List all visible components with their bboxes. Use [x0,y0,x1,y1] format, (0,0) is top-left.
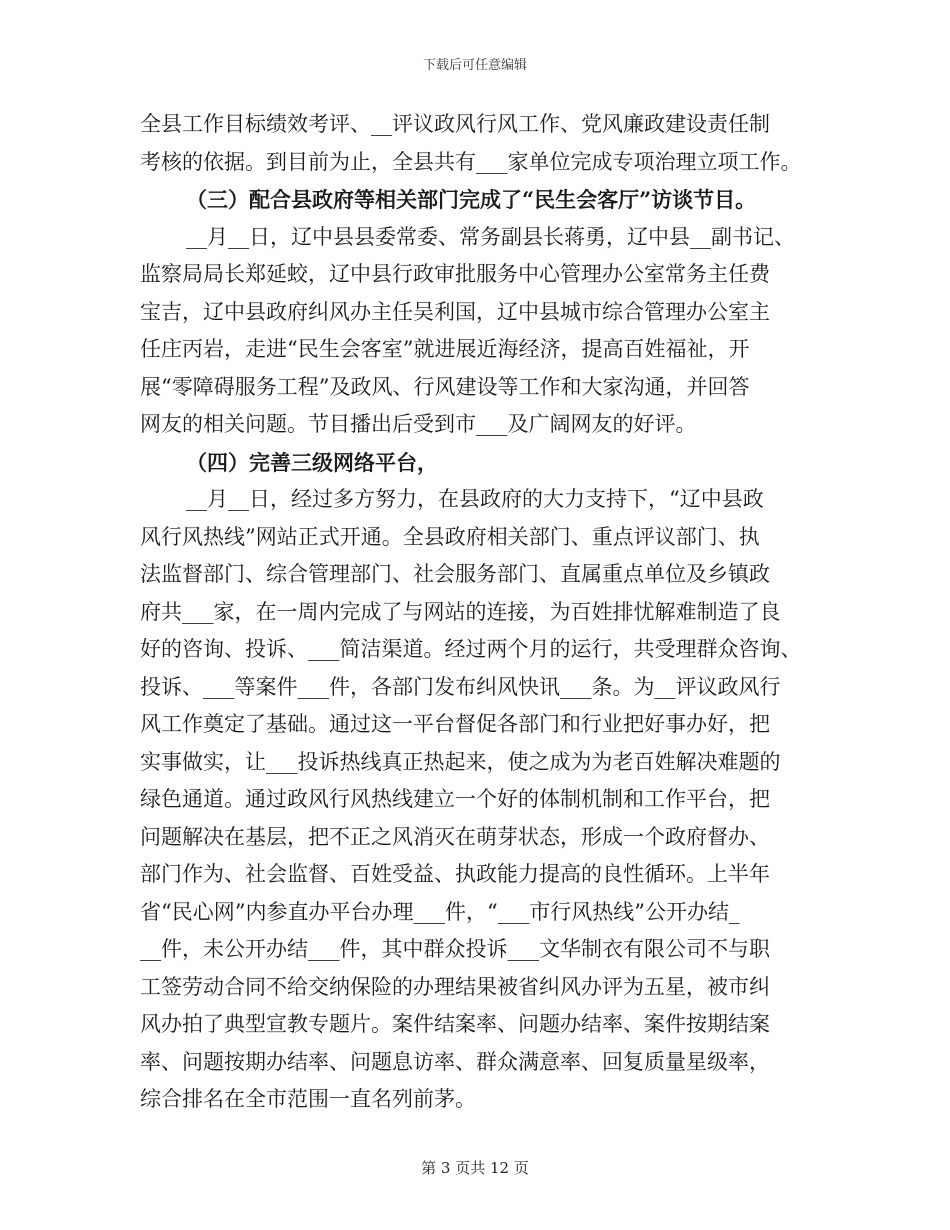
text-line: 展“零障碍服务工程”及政风、行风建设等工作和大家沟通，并回答 [140,374,750,399]
text-line: 实事做实，让___投诉热线真正热起来，使之成为为老百姓解决难题的 [140,749,781,774]
text-line: 监察局局长郑延蛟，辽中县行政审批服务中心管理办公室常务主任费 [140,262,770,286]
text-line: 风行风热线”网站正式开通。全县政府相关部门、重点评议部门、执 [140,524,760,549]
text-line: 宝吉，辽中县政府纠风办主任吴利国，辽中县城市综合管理办公室主 [140,299,770,324]
section-heading: （三）配合县政府等相关部门完成了“民生会客厅”访谈节目。 [186,187,757,212]
text-line: __月__日，辽中县县委常委、常务副县长蒋勇，辽中县__副书记、 [186,224,795,249]
text-line: 投诉、___等案件___件，各部门发布纠风快讯___条。为__评议政风行 [140,674,781,699]
text-line: 任庄丙岩，走进“民生会客室”就进展近海经济，提高百姓福祉，开 [140,337,750,361]
text-line: 好的咨询、投诉、___简洁渠道。经过两个月的运行，共受理群众咨询、 [140,637,802,661]
document-body [140,106,830,1119]
text-line: 府共___家，在一周内完成了与网站的连接，为百姓排忧解难制造了良 [140,599,781,624]
page-footer: 第 3 页共 12 页 [421,1159,529,1177]
text-line: 工签劳动合同不给交纳保险的办理结果被省纠风办评为五星，被市纠 [140,974,770,999]
text-line: 综合排名在全市范围一直名列前茅。 [140,1087,476,1111]
text-line: __件，未公开办结___件，其中群众投诉___文华制衣有限公司不与职 [140,937,770,961]
text-line: 率、问题按期办结率、问题息访率、群众满意率、回复质量星级率， [140,1049,770,1074]
text-line: 网友的相关问题。节目播出后受到市___及广阔网友的好评。 [140,412,697,436]
page-header: 下载后可任意编辑 [422,58,527,73]
text-line: 法监督部门、综合管理部门、社会服务部门、直属重点单位及乡镇政 [140,562,770,586]
text-line: __月__日，经过多方努力，在县政府的大力支持下，“辽中县政 [186,487,764,511]
text-line: 全县工作目标绩效考评、__评议政风行风工作、党风廉政建设责任制 [140,112,770,136]
text-line: 问题解决在基层，把不正之风消灭在萌芽状态，形成一个政府督办、 [140,824,770,849]
text-line: 考核的依据。到目前为止，全县共有___家单位完成专项治理立项工作。 [140,149,802,174]
text-line: 省“民心网”内参直办平台办理___件，“___市行风热线”公开办结_ [140,899,740,924]
text-line: 风办拍了典型宣教专题片。案件结案率、问题办结率、案件按期结案 [140,1012,770,1036]
text-line: 风工作奠定了基础。通过这一平台督促各部门和行业把好事办好，把 [140,712,770,736]
text-line: 部门作为、社会监督、百姓受益、执政能力提高的良性循环。上半年 [140,862,770,886]
text-line: 绿色通道。通过政风行风热线建立一个好的体制机制和工作平台，把 [140,787,770,811]
section-heading: （四）完善三级网络平台， [186,449,438,475]
